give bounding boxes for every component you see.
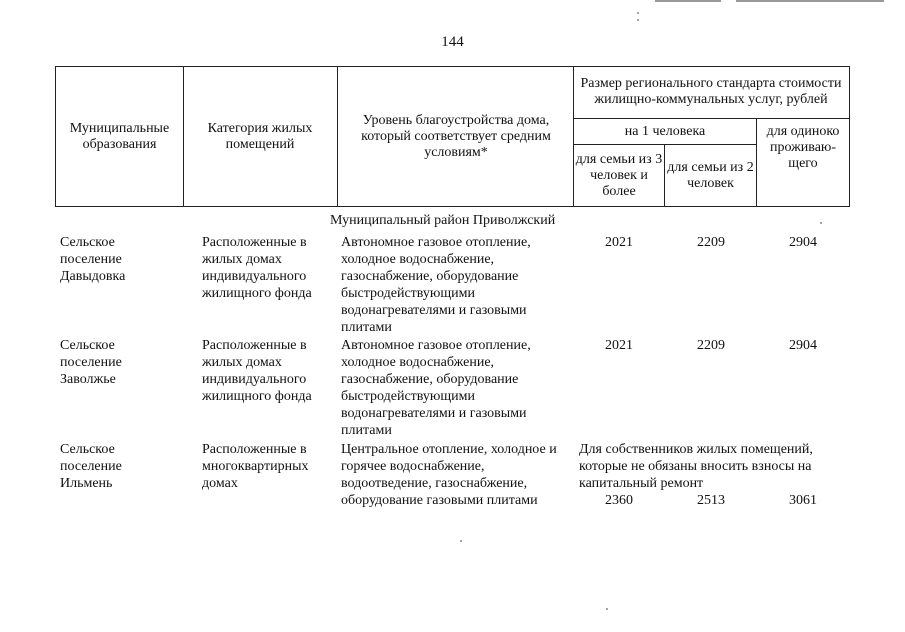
level-cell: Центральное отопление, холодное и горячее водоснабжение, водоотведение, газоснабжение, оборудование газовыми плитами xyxy=(341,442,557,508)
category-cell: Расположенные в жилых домах индивидуального жилищного фонда xyxy=(202,235,312,301)
value-family-3: 2360 xyxy=(605,493,633,508)
rule xyxy=(573,66,574,207)
header-municipality: Муниципальные образования xyxy=(69,120,170,152)
header-level: Уровень благоустройства дома, который соответствует средним условиям* xyxy=(361,112,551,160)
value-family-3: 2021 xyxy=(605,338,633,353)
value-single: 3061 xyxy=(789,493,817,508)
table-header xyxy=(55,66,850,207)
municipality-cell: Сельское поселение Заволжье xyxy=(60,338,122,387)
page-number: 144 xyxy=(441,34,464,50)
rule xyxy=(756,118,757,207)
category-cell: Расположенные в жилых домах индивидуального жилищного фонда xyxy=(202,338,312,404)
header-single: для одиноко проживаю-щего xyxy=(766,124,840,171)
rule xyxy=(664,144,665,207)
rule xyxy=(55,66,56,207)
scan-speck xyxy=(606,608,608,610)
rule xyxy=(849,66,850,207)
section-title: Муниципальный район Приволжский xyxy=(330,213,556,228)
rule xyxy=(183,66,184,207)
scan-speck xyxy=(820,222,822,224)
value-single: 2904 xyxy=(789,235,817,250)
scan-speck xyxy=(637,12,639,14)
header-family-2: для семьи из 2 человек xyxy=(667,159,754,191)
header-category: Категория жилых помещений xyxy=(207,120,313,152)
value-family-2: 2209 xyxy=(697,338,725,353)
value-family-2: 2209 xyxy=(697,235,725,250)
scan-speck xyxy=(637,19,639,21)
municipality-cell: Сельское поселение Давыдовка xyxy=(60,235,126,284)
municipality-cell: Сельское поселение Ильмень xyxy=(60,442,122,491)
category-cell: Расположенные в многоквартирных домах xyxy=(202,442,309,491)
ownership-note: Для собственников жилых помещений, которые не обязаны вносить взносы на капитальный ремонт xyxy=(579,442,813,491)
value-family-3: 2021 xyxy=(605,235,633,250)
header-per-person: на 1 человека xyxy=(624,123,706,139)
scan-mark xyxy=(736,0,884,2)
value-family-2: 2513 xyxy=(697,493,725,508)
header-family-3: для семьи из 3 человек и более xyxy=(575,151,663,199)
value-single: 2904 xyxy=(789,338,817,353)
scan-speck xyxy=(460,540,462,542)
level-cell: Автономное газовое отопление, холодное водоснабжение, газоснабжение, оборудование быстродействующими водонагревателями и газовыми плитами xyxy=(341,235,531,335)
level-cell: Автономное газовое отопление, холодное водоснабжение, газоснабжение, оборудование быстродействующими водонагревателями и газовыми плитами xyxy=(341,338,531,438)
header-group: Размер регионального стандарта стоимости жилищно-коммунальных услуг, рублей xyxy=(580,76,842,107)
rule xyxy=(337,66,338,207)
scan-mark xyxy=(655,0,721,2)
